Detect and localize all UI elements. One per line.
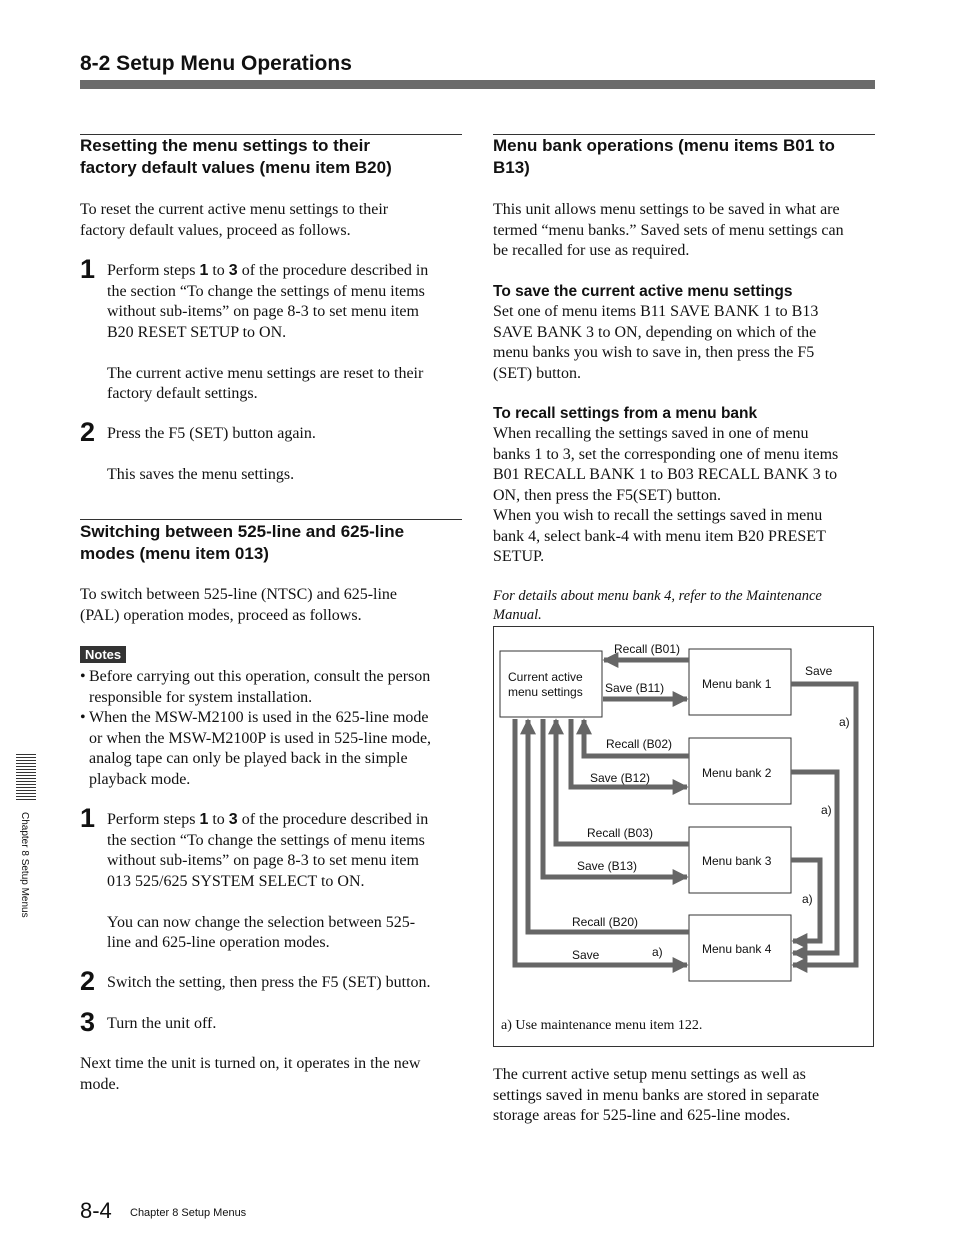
text-line: factory default settings. xyxy=(107,385,258,402)
text-line: without sub-items” on page 8-3 to set menu item xyxy=(107,303,419,320)
switch-step2: Switch the setting, then press the F5 (SET) button. xyxy=(107,974,431,991)
text-line: mode. xyxy=(80,1075,120,1093)
note-item: • Before carrying out this operation, consult the person responsible for system installation. xyxy=(80,667,465,708)
section-heading-reset xyxy=(80,135,470,179)
section-heading-menu-bank xyxy=(493,135,878,179)
text-line: SETUP. xyxy=(493,548,545,565)
section-rule xyxy=(80,519,462,520)
note-mark: a) xyxy=(839,715,850,729)
text-line: be recalled for use as required. xyxy=(493,242,690,259)
save-right-label: Save xyxy=(805,664,833,678)
switch-closing xyxy=(80,1054,470,1095)
menu-bank-intro xyxy=(493,200,878,262)
text-line: Set one of menu items B11 SAVE BANK 1 to B13 xyxy=(493,303,819,320)
text-line: line and 625-line operation modes. xyxy=(107,934,330,951)
current-settings-label: Current active xyxy=(508,670,583,684)
recall-b01-label: Recall (B01) xyxy=(614,642,681,656)
save-heading: To save the current active menu settings xyxy=(493,283,793,300)
text-line: This saves the menu settings. xyxy=(107,466,295,483)
text-line: banks 1 to 3, set the corresponding one of menu items xyxy=(493,445,839,463)
text-line: termed “menu banks.” Saved sets of menu settings can xyxy=(493,221,844,239)
current-settings-label: menu settings xyxy=(508,685,583,699)
chapter-thumb-index xyxy=(16,754,36,800)
text-line: For details about menu bank 4, refer to the Maintenance xyxy=(493,588,822,604)
text-line: analog tape can only be played back in the simple xyxy=(89,750,408,767)
step-number: 2 xyxy=(80,417,96,447)
heading-line: Switching between 525-line and 625-line xyxy=(80,522,405,541)
diagram-footnote: a) Use maintenance menu item 122. xyxy=(501,1018,703,1033)
title-bar xyxy=(80,80,875,89)
step-number: 1 xyxy=(80,254,96,284)
text-line: settings saved in menu banks are stored in separate xyxy=(493,1086,820,1104)
recall-text xyxy=(493,424,878,568)
heading-line: B13) xyxy=(493,158,530,177)
text-line: The current active setup menu settings as well as xyxy=(493,1066,806,1083)
note-mark: a) xyxy=(802,892,813,906)
note-mark: a) xyxy=(652,945,663,959)
footer-chapter-label: Chapter 8 Setup Menus xyxy=(130,1207,247,1219)
menu-bank-3-label: Menu bank 3 xyxy=(702,854,772,868)
text-line: (PAL) operation modes, proceed as follows. xyxy=(80,606,362,624)
text-line: Perform steps 1 to 3 of the procedure described in xyxy=(107,811,429,828)
text-line: playback mode. xyxy=(89,770,191,788)
step-number: 3 xyxy=(80,1007,96,1037)
reset-intro xyxy=(80,200,470,241)
text-line: When recalling the settings saved in one of menu xyxy=(493,425,809,442)
save-bank4-label: Save xyxy=(572,948,600,962)
step-number: 2 xyxy=(80,966,96,996)
switch-intro xyxy=(80,585,470,626)
menu-bank-diagram xyxy=(493,626,874,1047)
recall-b20-label: Recall (B20) xyxy=(572,915,639,929)
page-number: 8-4 xyxy=(80,1198,112,1223)
side-chapter-label: Chapter 8 Setup Menus xyxy=(19,812,30,918)
heading-line: Resetting the menu settings to their xyxy=(80,136,370,155)
text-line: This unit allows menu settings to be saved in what are xyxy=(493,201,840,218)
menu-bank-4-label: Menu bank 4 xyxy=(702,942,772,956)
text-line: the section “To change the settings of menu items xyxy=(107,282,425,300)
heading-line: modes (menu item 013) xyxy=(80,544,269,563)
text-line: When the MSW-M2100 is used in the 625-line mode xyxy=(89,709,429,726)
menu-bank-2-label: Menu bank 2 xyxy=(702,766,772,780)
text-line: ON, then press the F5(SET) button. xyxy=(493,486,721,504)
text-line: B01 RECALL BANK 1 to B03 RECALL BANK 3 to xyxy=(493,466,838,483)
text-line: The current active menu settings are reset to their xyxy=(107,364,424,382)
text-line: factory default values, proceed as follows. xyxy=(80,221,351,239)
text-line: storage areas for 525-line and 625-line modes. xyxy=(493,1107,791,1124)
switch-step1 xyxy=(107,810,467,954)
text-line: To switch between 525-line (NTSC) and 625-line xyxy=(80,586,398,603)
save-b13-label: Save (B13) xyxy=(577,859,638,873)
recall-b03-label: Recall (B03) xyxy=(587,826,654,840)
text-line: You can now change the selection between 525- xyxy=(107,913,416,931)
text-line: the section “To change the settings of menu items xyxy=(107,831,425,849)
heading-line: factory default values (menu item B20) xyxy=(80,158,392,177)
text-line: without sub-items” on page 8-3 to set menu item xyxy=(107,852,419,869)
text-line: B20 RESET SETUP to ON. xyxy=(107,323,287,341)
text-line: Before carrying out this operation, consult the person xyxy=(89,668,431,685)
text-line: Press the F5 (SET) button again. xyxy=(107,425,316,442)
save-b11-label: Save (B11) xyxy=(605,681,665,695)
recall-b02-label: Recall (B02) xyxy=(606,737,673,751)
switch-step3: Turn the unit off. xyxy=(107,1015,217,1032)
text-line: responsible for system installation. xyxy=(89,688,313,706)
step-number: 1 xyxy=(80,803,96,833)
note-mark: a) xyxy=(821,803,832,817)
text-line: To reset the current active menu settings to their xyxy=(80,201,389,218)
storage-closing-text xyxy=(493,1065,878,1127)
recall-heading: To recall settings from a menu bank xyxy=(493,405,758,422)
note-item: • When the MSW-M2100 is used in the 625-line mode or when the MSW-M2100P is used in 525-line mode, analog tape can only be played back in the simple playback mode. xyxy=(80,708,465,790)
text-line: (SET) button. xyxy=(493,364,581,382)
heading-line: Menu bank operations (menu items B01 to xyxy=(493,136,835,155)
text-line: menu banks you wish to save in, then press the F5 xyxy=(493,344,815,361)
text-line: SAVE BANK 3 to ON, depending on which of the xyxy=(493,323,817,341)
maintenance-reference-note xyxy=(493,587,878,625)
text-line: Perform steps 1 to 3 of the procedure described in xyxy=(107,262,429,279)
text-line: 013 525/625 SYSTEM SELECT to ON. xyxy=(107,872,365,890)
text-line: Manual. xyxy=(493,607,542,623)
current-settings-box xyxy=(500,651,602,717)
text-line: or when the MSW-M2100P is used in 525-line mode, xyxy=(89,729,432,747)
reset-step2 xyxy=(107,424,467,486)
text-line: Next time the unit is turned on, it operates in the new xyxy=(80,1055,421,1072)
notes-badge: Notes xyxy=(80,646,126,663)
page-title: 8-2 Setup Menu Operations xyxy=(80,52,352,75)
reset-step1 xyxy=(107,261,467,405)
text-line: When you wish to recall the settings saved in menu xyxy=(493,507,823,524)
section-heading-switch xyxy=(80,521,470,565)
menu-bank-1-label: Menu bank 1 xyxy=(702,677,772,691)
save-text xyxy=(493,302,878,384)
save-b12-label: Save (B12) xyxy=(590,771,651,785)
text-line: bank 4, select bank-4 with menu item B20 PRESET xyxy=(493,527,826,545)
notes-list xyxy=(80,667,465,790)
